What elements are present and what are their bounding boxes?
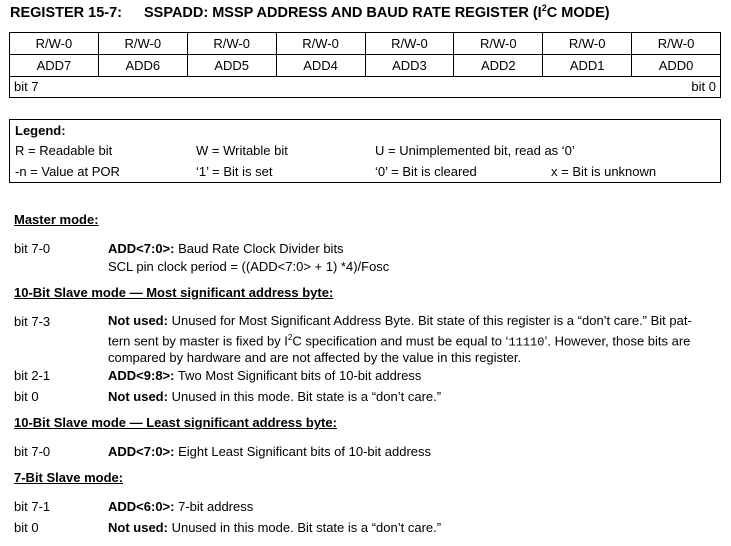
access-cell: R/W-0	[454, 33, 543, 54]
bit-range-label: bit 7-1	[14, 499, 51, 514]
bit-name-cell: ADD3	[366, 55, 455, 76]
access-cell: R/W-0	[10, 33, 99, 54]
access-row	[10, 33, 720, 55]
bit-range-label: bit 0	[14, 389, 39, 404]
bit-name-cell: ADD1	[543, 55, 632, 76]
legend-unknown: x = Bit is unknown	[551, 164, 657, 179]
legend-box	[9, 119, 721, 183]
bit-range-label: bit 7-0	[14, 444, 51, 459]
bit-description: ADD<9:8>: Two Most Significant bits of 10-bit address	[108, 368, 422, 383]
access-cell: R/W-0	[366, 33, 455, 54]
bit-name-cell: ADD2	[454, 55, 543, 76]
bit-name-cell: ADD7	[10, 55, 99, 76]
slave10-msb-heading: 10-Bit Slave mode — Most significant address byte:	[14, 285, 334, 300]
bit-name-cell: ADD6	[99, 55, 188, 76]
register-name: SSPADD: MSSP ADDRESS AND BAUD RATE REGISTER ($I^2C$ MODE)	[144, 3, 610, 21]
legend-unimplemented: U = Unimplemented bit, read as ‘0’	[375, 143, 575, 158]
access-cell: R/W-0	[657, 36, 695, 51]
bit-position-row	[10, 77, 720, 97]
register-number: REGISTER 15-7:	[10, 5, 122, 21]
bit-name-cell: ADD4	[277, 55, 366, 76]
bit-description: ADD<7:0>: Baud Rate Clock Divider bits	[108, 241, 344, 256]
legend-writable: W = Writable bit	[196, 143, 288, 158]
access-cell: R/W-0	[543, 33, 632, 54]
slave7-heading: 7-Bit Slave mode:	[14, 470, 124, 485]
bit-description: Not used: Unused in this mode. Bit state is a “don’t care.”	[108, 520, 442, 535]
bit-name-cell: ADD0	[658, 58, 694, 73]
bit-description: ADD<7:0>: Eight Least Significant bits of 10-bit address	[108, 444, 432, 459]
bit-description: Not used: Unused for Most Significant Address Byte. Bit state of this register is a “don’t care.” Bit pat- tern sent by master is fixed by $I^2C$ specification and must be equal to ‘11110’. However, those bits are compared by hardware and are not affected by the value in this register.	[108, 313, 692, 366]
bit-range-label: bit 2-1	[14, 368, 51, 383]
access-cell: R/W-0	[99, 33, 188, 54]
legend-por: -n = Value at POR	[15, 164, 120, 179]
legend-set: ‘1’ = Bit is set	[196, 164, 273, 179]
bit-description: ADD<6:0>: 7-bit address	[108, 499, 254, 514]
access-cell: R/W-0	[188, 33, 277, 54]
lsb-label: bit 0	[691, 79, 716, 94]
bit-range-label: bit 7-0	[14, 241, 51, 256]
slave10-lsb-heading: 10-Bit Slave mode — Least significant address byte:	[14, 415, 337, 430]
register-bit-table	[9, 32, 721, 98]
access-cell: R/W-0	[277, 33, 366, 54]
bit-name-row	[10, 55, 720, 77]
bit-name-cell: ADD5	[188, 55, 277, 76]
msb-label: bit 7	[14, 79, 39, 94]
register-title	[10, 5, 610, 21]
bit-range-label: bit 7-3	[14, 314, 51, 329]
legend-title: Legend:	[15, 123, 66, 138]
bit-description: Not used: Unused in this mode. Bit state is a “don’t care.”	[108, 389, 442, 404]
legend-cleared: ‘0’ = Bit is cleared	[375, 164, 477, 179]
legend-readable: R = Readable bit	[15, 143, 113, 158]
bit-description-formula: SCL pin clock period = ((ADD<7:0> + 1) *4)/Fosc	[108, 259, 390, 274]
master-mode-heading: Master mode:	[14, 212, 99, 227]
bit-range-label: bit 0	[14, 520, 39, 535]
